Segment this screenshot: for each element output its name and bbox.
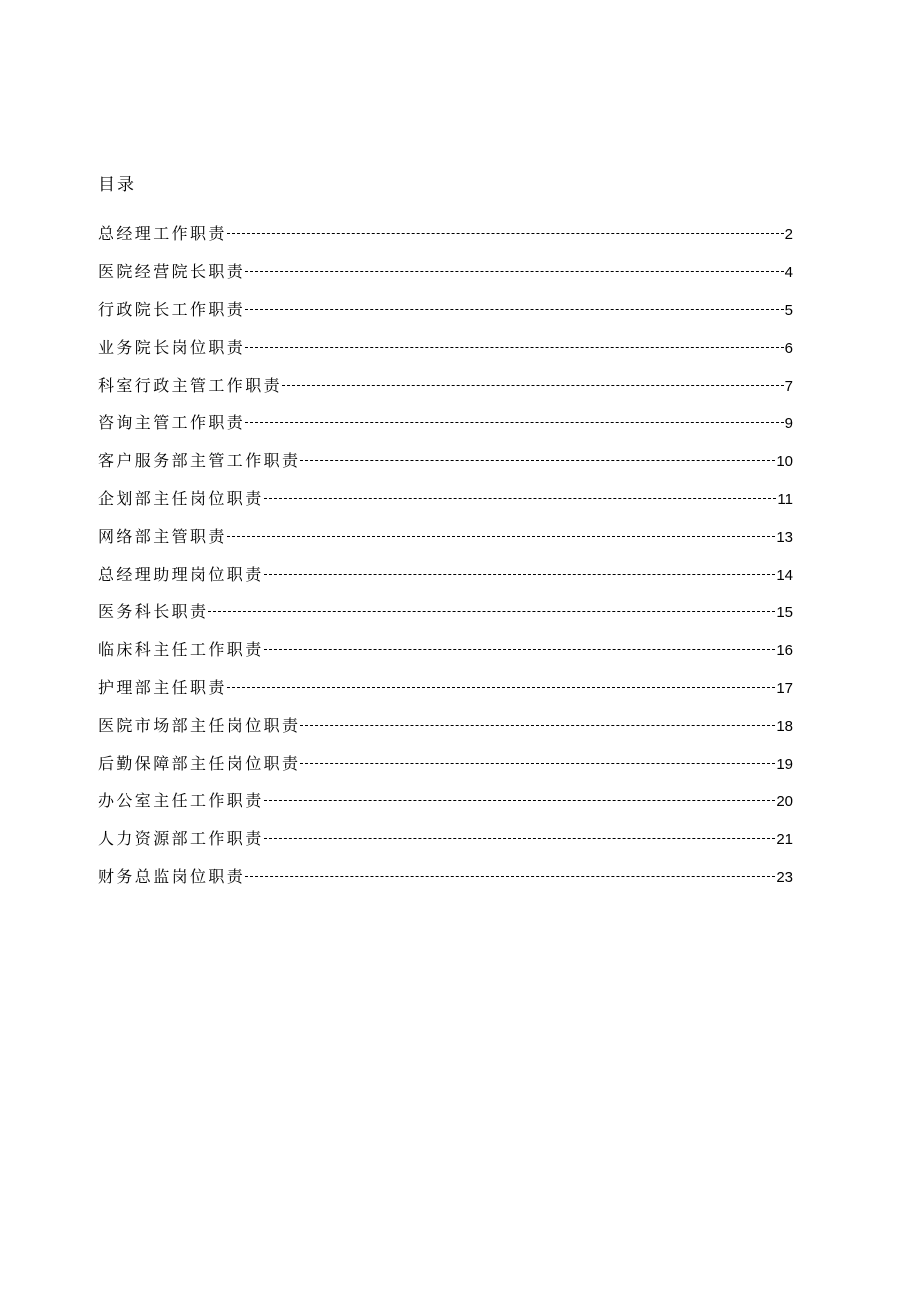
- toc-entry[interactable]: [98, 441, 793, 479]
- toc-entry[interactable]: [98, 819, 793, 857]
- toc-entry[interactable]: [98, 705, 793, 743]
- toc-leader: [245, 271, 783, 272]
- toc-entry-page: 11: [777, 490, 793, 508]
- toc-entry-label: 医院经营院长职责: [98, 262, 246, 282]
- toc-entry-page: 10: [776, 453, 793, 471]
- toc-entry-page: 20: [776, 793, 793, 811]
- toc-leader: [264, 574, 776, 575]
- toc-entry-page: 14: [776, 566, 793, 584]
- toc-entry-page: 5: [784, 301, 793, 319]
- toc-entry-page: 19: [776, 755, 793, 773]
- toc-leader: [264, 498, 777, 499]
- toc-entry-label: 财务总监岗位职责: [98, 866, 246, 886]
- toc-entry-label: 业务院长岗位职责: [98, 337, 246, 357]
- toc-entry-page: 16: [776, 642, 793, 660]
- toc-entry-page: 6: [784, 339, 793, 357]
- toc-entry-label: 护理部主任职责: [98, 677, 227, 697]
- toc-leader: [245, 422, 783, 423]
- toc-entry[interactable]: [98, 290, 793, 328]
- toc-entry-page: 18: [776, 717, 793, 735]
- toc-entry[interactable]: [98, 857, 793, 895]
- toc-entry[interactable]: [98, 214, 793, 252]
- toc-leader: [227, 536, 776, 537]
- toc-entry[interactable]: [98, 403, 793, 441]
- toc-entry[interactable]: [98, 516, 793, 554]
- toc-entry-label: 总经理助理岗位职责: [98, 564, 264, 584]
- toc-entry[interactable]: [98, 252, 793, 290]
- toc-entry-page: 17: [776, 679, 793, 697]
- toc-entry-page: 7: [784, 377, 793, 395]
- toc-entry-page: 4: [784, 264, 793, 282]
- toc-leader: [282, 385, 784, 386]
- toc-entry-page: 21: [776, 831, 793, 849]
- toc-entry-label: 网络部主管职责: [98, 526, 227, 546]
- toc-entry[interactable]: [98, 365, 793, 403]
- toc-leader: [245, 347, 783, 348]
- toc-entry-label: 医务科长职责: [98, 602, 209, 622]
- toc-leader: [300, 460, 775, 461]
- toc-entry-label: 客户服务部主管工作职责: [98, 451, 301, 471]
- toc-entry-page: 9: [784, 415, 793, 433]
- toc-entry-page: 15: [776, 604, 793, 622]
- toc-entry[interactable]: [98, 668, 793, 706]
- toc-entry[interactable]: [98, 327, 793, 365]
- toc-entry-page: 23: [776, 868, 793, 886]
- toc-leader: [208, 611, 775, 612]
- toc-entry[interactable]: [98, 630, 793, 668]
- toc-entry[interactable]: [98, 743, 793, 781]
- toc-entry-label: 总经理工作职责: [98, 224, 227, 244]
- toc-entry[interactable]: [98, 781, 793, 819]
- toc-entry-label: 企划部主任岗位职责: [98, 488, 264, 508]
- toc-entry-label: 医院市场部主任岗位职责: [98, 715, 301, 735]
- toc-entry-label: 办公室主任工作职责: [98, 791, 264, 811]
- toc-leader: [300, 763, 775, 764]
- toc-entry[interactable]: [98, 479, 793, 517]
- toc-entry-label: 人力资源部工作职责: [98, 829, 264, 849]
- toc-entry-page: 13: [776, 528, 793, 546]
- toc-entry-label: 后勤保障部主任岗位职责: [98, 753, 301, 773]
- toc-entry[interactable]: [98, 592, 793, 630]
- toc-leader: [227, 233, 784, 234]
- toc-entry[interactable]: [98, 554, 793, 592]
- toc-entry-label: 临床科主任工作职责: [98, 640, 264, 660]
- toc-title: 目录: [98, 175, 136, 195]
- toc-leader: [245, 876, 775, 877]
- toc-entry-label: 咨询主管工作职责: [98, 413, 246, 433]
- toc-leader: [264, 838, 776, 839]
- toc-leader: [264, 649, 776, 650]
- toc-leader: [227, 687, 776, 688]
- toc-leader: [264, 800, 776, 801]
- toc-entry-label: 科室行政主管工作职责: [98, 375, 283, 395]
- toc-list: [98, 214, 793, 894]
- toc-leader: [245, 309, 783, 310]
- toc-leader: [300, 725, 775, 726]
- toc-entry-page: 2: [784, 226, 793, 244]
- toc-entry-label: 行政院长工作职责: [98, 299, 246, 319]
